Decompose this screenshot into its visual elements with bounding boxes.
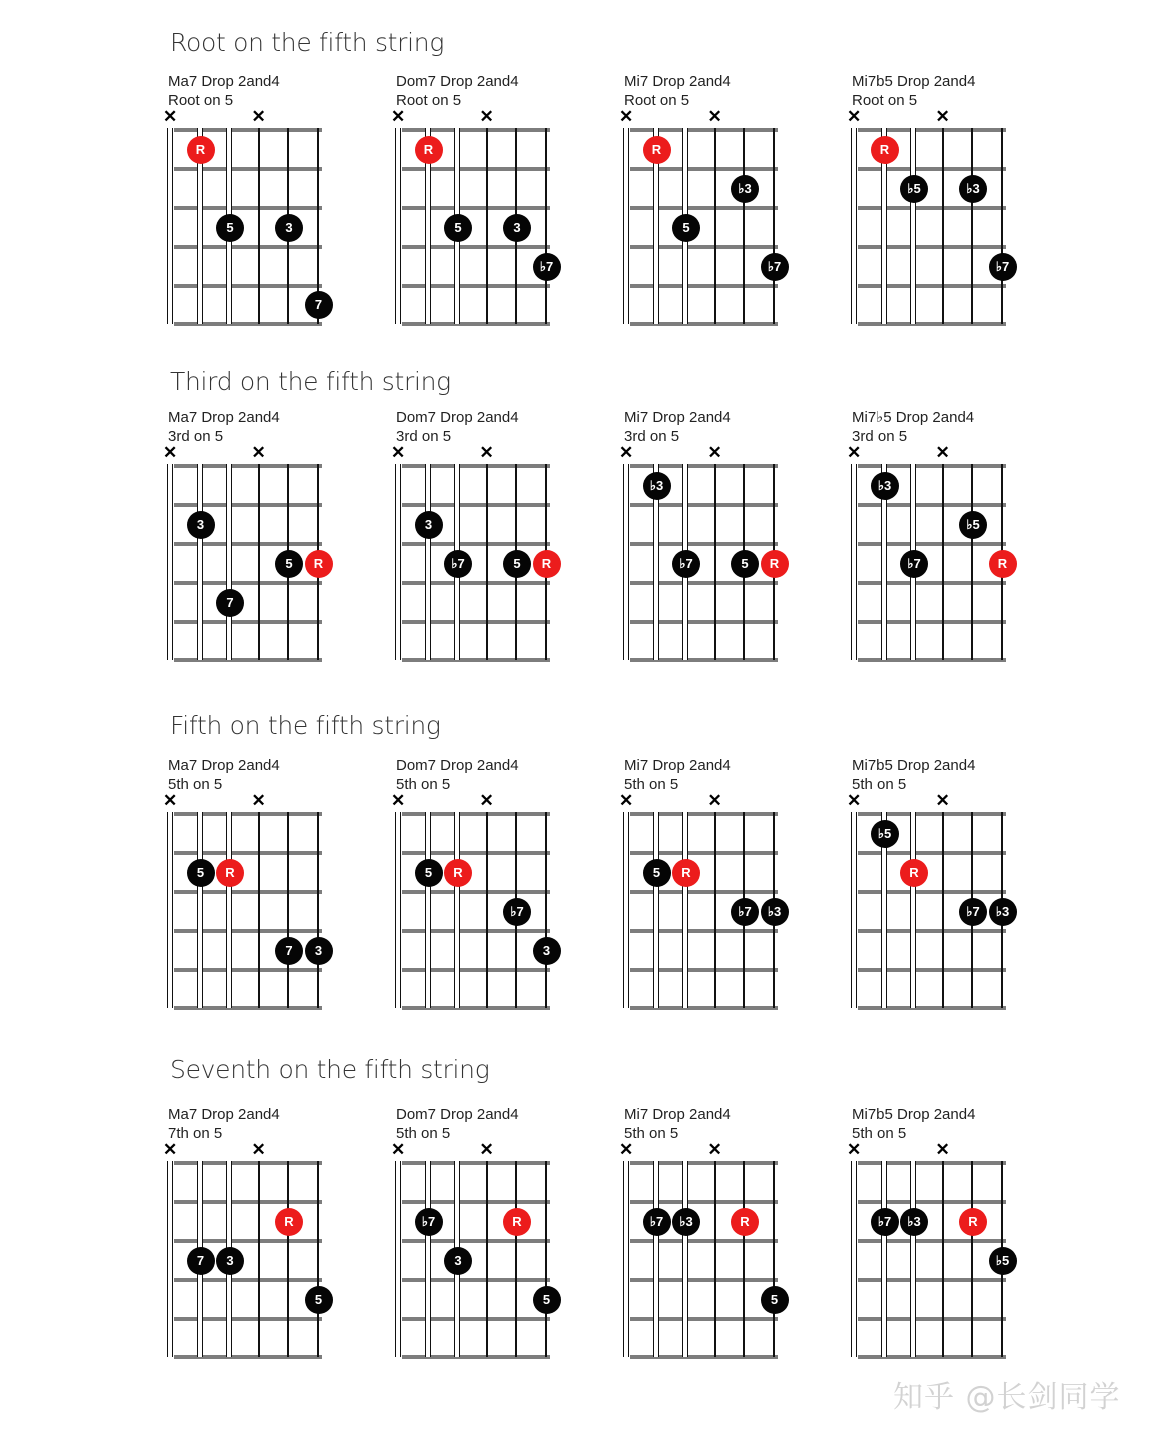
- chord-name: Ma7 Drop 2and4: [168, 757, 280, 774]
- root-note-dot: R: [305, 550, 333, 578]
- string-line: [226, 812, 232, 1008]
- chord-name: Mi7b5 Drop 2and4: [852, 757, 976, 774]
- chord-diagram: [619, 756, 824, 1036]
- muted-string-x-icon: ✕: [391, 1140, 406, 1159]
- note-dot: ♭3: [871, 472, 899, 500]
- muted-string-x-icon: ✕: [479, 107, 494, 126]
- string-line: [167, 128, 173, 324]
- chord-inversion-label: 5th on 5: [168, 776, 223, 793]
- muted-string-x-icon: ✕: [391, 791, 406, 810]
- chord-diagram: [163, 72, 368, 352]
- string-line: [743, 1161, 745, 1357]
- chord-name: Mi7b5 Drop 2and4: [852, 73, 976, 90]
- note-dot: ♭5: [989, 1247, 1017, 1275]
- root-note-dot: R: [900, 859, 928, 887]
- note-dot: ♭7: [503, 898, 531, 926]
- muted-string-x-icon: ✕: [707, 443, 722, 462]
- muted-string-x-icon: ✕: [847, 791, 862, 810]
- note-dot: ♭3: [643, 472, 671, 500]
- note-dot: ♭3: [672, 1208, 700, 1236]
- chord-diagram: [619, 408, 824, 688]
- root-note-dot: R: [761, 550, 789, 578]
- chord-name: Dom7 Drop 2and4: [396, 1106, 519, 1123]
- chord-diagram: [847, 72, 1052, 352]
- chord-inversion-label: Root on 5: [624, 92, 690, 109]
- fretboard: [626, 1161, 779, 1357]
- note-dot: 3: [444, 1247, 472, 1275]
- muted-string-x-icon: ✕: [479, 443, 494, 462]
- string-line: [714, 128, 716, 324]
- chord-inversion-label: 7th on 5: [168, 1125, 223, 1142]
- chord-inversion-label: 3rd on 5: [852, 428, 908, 445]
- muted-string-x-icon: ✕: [479, 1140, 494, 1159]
- note-dot: ♭7: [444, 550, 472, 578]
- root-note-dot: R: [959, 1208, 987, 1236]
- note-dot: 3: [533, 937, 561, 965]
- string-line: [851, 464, 857, 660]
- string-line: [910, 1161, 916, 1357]
- root-note-dot: R: [643, 136, 671, 164]
- string-line: [942, 128, 944, 324]
- string-line: [682, 1161, 688, 1357]
- note-dot: 3: [187, 511, 215, 539]
- chord-inversion-label: 3rd on 5: [396, 428, 452, 445]
- string-line: [545, 1161, 547, 1357]
- chord-diagram: [847, 1105, 1052, 1385]
- note-dot: ♭5: [900, 175, 928, 203]
- note-dot: 5: [503, 550, 531, 578]
- section-title: Root on the fifth string: [170, 28, 445, 57]
- string-line: [971, 1161, 973, 1357]
- chord-inversion-label: 5th on 5: [396, 1125, 451, 1142]
- string-line: [515, 1161, 517, 1357]
- string-line: [226, 464, 232, 660]
- note-dot: ♭7: [761, 253, 789, 281]
- note-dot: ♭7: [643, 1208, 671, 1236]
- note-dot: 5: [305, 1286, 333, 1314]
- string-line: [486, 1161, 488, 1357]
- root-note-dot: R: [672, 859, 700, 887]
- chord-inversion-label: 5th on 5: [396, 776, 451, 793]
- chord-diagram: [619, 72, 824, 352]
- chord-inversion-label: 5th on 5: [852, 1125, 907, 1142]
- string-line: [287, 1161, 289, 1357]
- fretboard: [854, 1161, 1010, 1357]
- string-line: [682, 812, 688, 1008]
- root-note-dot: R: [216, 859, 244, 887]
- fretboard: [398, 464, 552, 660]
- chord-inversion-label: 5th on 5: [624, 1125, 679, 1142]
- string-line: [545, 812, 547, 1008]
- muted-string-x-icon: ✕: [391, 443, 406, 462]
- muted-string-x-icon: ✕: [251, 791, 266, 810]
- string-line: [623, 464, 629, 660]
- string-line: [425, 1161, 431, 1357]
- string-line: [197, 812, 203, 1008]
- note-dot: 3: [503, 214, 531, 242]
- chord-inversion-label: Root on 5: [168, 92, 234, 109]
- chord-inversion-label: 5th on 5: [624, 776, 679, 793]
- chord-inversion-label: 5th on 5: [852, 776, 907, 793]
- chord-diagram: [163, 1105, 368, 1385]
- chord-name: Mi7 Drop 2and4: [624, 1106, 731, 1123]
- chord-name: Ma7 Drop 2and4: [168, 73, 280, 90]
- root-note-dot: R: [415, 136, 443, 164]
- note-dot: 7: [275, 937, 303, 965]
- fretboard: [398, 1161, 551, 1357]
- chord-inversion-label: Root on 5: [852, 92, 918, 109]
- chord-name: Mi7b5 Drop 2and4: [852, 1106, 976, 1123]
- note-dot: 5: [672, 214, 700, 242]
- string-line: [167, 812, 173, 1008]
- note-dot: 5: [187, 859, 215, 887]
- string-line: [653, 812, 659, 1008]
- string-line: [425, 812, 431, 1008]
- muted-string-x-icon: ✕: [251, 1140, 266, 1159]
- note-dot: 5: [216, 214, 244, 242]
- string-line: [486, 128, 488, 324]
- root-note-dot: R: [731, 1208, 759, 1236]
- note-dot: 3: [216, 1247, 244, 1275]
- fretboard: [170, 464, 324, 660]
- chord-diagram: [847, 408, 1052, 688]
- string-line: [942, 812, 944, 1008]
- chord-name: Mi7 Drop 2and4: [624, 757, 731, 774]
- note-dot: 5: [415, 859, 443, 887]
- chord-diagram: [391, 408, 596, 688]
- muted-string-x-icon: ✕: [251, 107, 266, 126]
- root-note-dot: R: [533, 550, 561, 578]
- root-note-dot: R: [275, 1208, 303, 1236]
- muted-string-x-icon: ✕: [935, 443, 950, 462]
- note-dot: ♭7: [731, 898, 759, 926]
- string-line: [623, 1161, 629, 1357]
- muted-string-x-icon: ✕: [935, 107, 950, 126]
- note-dot: 3: [415, 511, 443, 539]
- string-line: [395, 464, 401, 660]
- string-line: [486, 812, 488, 1008]
- fretboard: [626, 812, 782, 1008]
- note-dot: 5: [275, 550, 303, 578]
- muted-string-x-icon: ✕: [163, 791, 178, 810]
- string-line: [545, 128, 547, 324]
- fretboard: [854, 464, 1008, 660]
- string-line: [743, 128, 745, 324]
- note-dot: 7: [187, 1247, 215, 1275]
- fretboard: [170, 128, 323, 324]
- string-line: [714, 812, 716, 1008]
- string-line: [454, 812, 460, 1008]
- string-line: [1001, 128, 1003, 324]
- note-dot: 5: [731, 550, 759, 578]
- root-note-dot: R: [187, 136, 215, 164]
- string-line: [851, 1161, 857, 1357]
- string-line: [971, 464, 973, 660]
- string-line: [395, 1161, 401, 1357]
- chord-inversion-label: 3rd on 5: [168, 428, 224, 445]
- string-line: [881, 1161, 887, 1357]
- note-dot: ♭3: [900, 1208, 928, 1236]
- fretboard: [626, 128, 782, 324]
- chord-diagram: [391, 72, 596, 352]
- chord-name: Ma7 Drop 2and4: [168, 1106, 280, 1123]
- fretboard: [398, 812, 551, 1008]
- note-dot: ♭3: [989, 898, 1017, 926]
- fretboard: [170, 812, 323, 1008]
- note-dot: 7: [305, 291, 333, 319]
- chord-diagram: [847, 756, 1052, 1036]
- fretboard: [854, 812, 1010, 1008]
- string-line: [258, 464, 260, 660]
- muted-string-x-icon: ✕: [251, 443, 266, 462]
- muted-string-x-icon: ✕: [619, 1140, 634, 1159]
- chord-name: Ma7 Drop 2and4: [168, 409, 280, 426]
- note-dot: 3: [275, 214, 303, 242]
- string-line: [942, 1161, 944, 1357]
- string-line: [425, 464, 431, 660]
- chord-inversion-label: 3rd on 5: [624, 428, 680, 445]
- muted-string-x-icon: ✕: [935, 1140, 950, 1159]
- chord-name: Dom7 Drop 2and4: [396, 757, 519, 774]
- string-line: [773, 128, 775, 324]
- string-line: [258, 1161, 260, 1357]
- note-dot: ♭7: [415, 1208, 443, 1236]
- note-dot: ♭3: [731, 175, 759, 203]
- note-dot: ♭7: [959, 898, 987, 926]
- muted-string-x-icon: ✕: [847, 107, 862, 126]
- string-line: [773, 1161, 775, 1357]
- chord-diagram: [163, 408, 368, 688]
- note-dot: ♭7: [900, 550, 928, 578]
- string-line: [395, 812, 401, 1008]
- note-dot: ♭7: [672, 550, 700, 578]
- string-line: [317, 1161, 319, 1357]
- muted-string-x-icon: ✕: [707, 791, 722, 810]
- muted-string-x-icon: ✕: [163, 1140, 178, 1159]
- string-line: [714, 1161, 716, 1357]
- string-line: [167, 1161, 173, 1357]
- string-line: [910, 128, 916, 324]
- note-dot: 5: [761, 1286, 789, 1314]
- section-title: Fifth on the fifth string: [170, 711, 441, 740]
- muted-string-x-icon: ✕: [619, 791, 634, 810]
- root-note-dot: R: [871, 136, 899, 164]
- chord-diagram: [391, 1105, 596, 1385]
- muted-string-x-icon: ✕: [391, 107, 406, 126]
- note-dot: ♭7: [533, 253, 561, 281]
- note-dot: ♭3: [761, 898, 789, 926]
- note-dot: 3: [305, 937, 333, 965]
- fretboard: [854, 128, 1010, 324]
- muted-string-x-icon: ✕: [479, 791, 494, 810]
- chord-diagram: [163, 756, 368, 1036]
- muted-string-x-icon: ✕: [707, 107, 722, 126]
- chord-name: Dom7 Drop 2and4: [396, 73, 519, 90]
- note-dot: ♭5: [959, 511, 987, 539]
- string-line: [287, 812, 289, 1008]
- muted-string-x-icon: ✕: [935, 791, 950, 810]
- chord-diagram: [391, 756, 596, 1036]
- muted-string-x-icon: ✕: [847, 1140, 862, 1159]
- chord-name: Dom7 Drop 2and4: [396, 409, 519, 426]
- muted-string-x-icon: ✕: [163, 443, 178, 462]
- note-dot: ♭7: [989, 253, 1017, 281]
- muted-string-x-icon: ✕: [163, 107, 178, 126]
- muted-string-x-icon: ✕: [707, 1140, 722, 1159]
- fretboard: [626, 464, 780, 660]
- string-line: [623, 128, 629, 324]
- string-line: [653, 1161, 659, 1357]
- chord-name: Mi7 Drop 2and4: [624, 409, 731, 426]
- note-dot: ♭7: [871, 1208, 899, 1236]
- chord-name: Mi7 Drop 2and4: [624, 73, 731, 90]
- string-line: [910, 812, 916, 1008]
- string-line: [317, 812, 319, 1008]
- string-line: [395, 128, 401, 324]
- muted-string-x-icon: ✕: [619, 107, 634, 126]
- note-dot: 5: [533, 1286, 561, 1314]
- chord-inversion-label: Root on 5: [396, 92, 462, 109]
- root-note-dot: R: [444, 859, 472, 887]
- root-note-dot: R: [503, 1208, 531, 1236]
- string-line: [486, 464, 488, 660]
- string-line: [851, 812, 857, 1008]
- string-line: [942, 464, 944, 660]
- note-dot: ♭5: [871, 820, 899, 848]
- note-dot: 5: [643, 859, 671, 887]
- fretboard: [170, 1161, 323, 1357]
- fretboard: [398, 128, 554, 324]
- string-line: [167, 464, 173, 660]
- watermark: 知乎 @长剑同学: [893, 1380, 1121, 1415]
- string-line: [258, 812, 260, 1008]
- note-dot: 7: [216, 589, 244, 617]
- string-line: [197, 464, 203, 660]
- note-dot: ♭3: [959, 175, 987, 203]
- string-line: [623, 812, 629, 1008]
- section-title: Third on the fifth string: [170, 367, 451, 396]
- root-note-dot: R: [989, 550, 1017, 578]
- muted-string-x-icon: ✕: [847, 443, 862, 462]
- string-line: [258, 128, 260, 324]
- note-dot: 5: [444, 214, 472, 242]
- string-line: [971, 128, 973, 324]
- chord-name: Mi7♭5 Drop 2and4: [852, 409, 975, 426]
- muted-string-x-icon: ✕: [619, 443, 634, 462]
- string-line: [714, 464, 716, 660]
- chord-diagram: [619, 1105, 824, 1385]
- section-title: Seventh on the fifth string: [170, 1055, 490, 1084]
- string-line: [851, 128, 857, 324]
